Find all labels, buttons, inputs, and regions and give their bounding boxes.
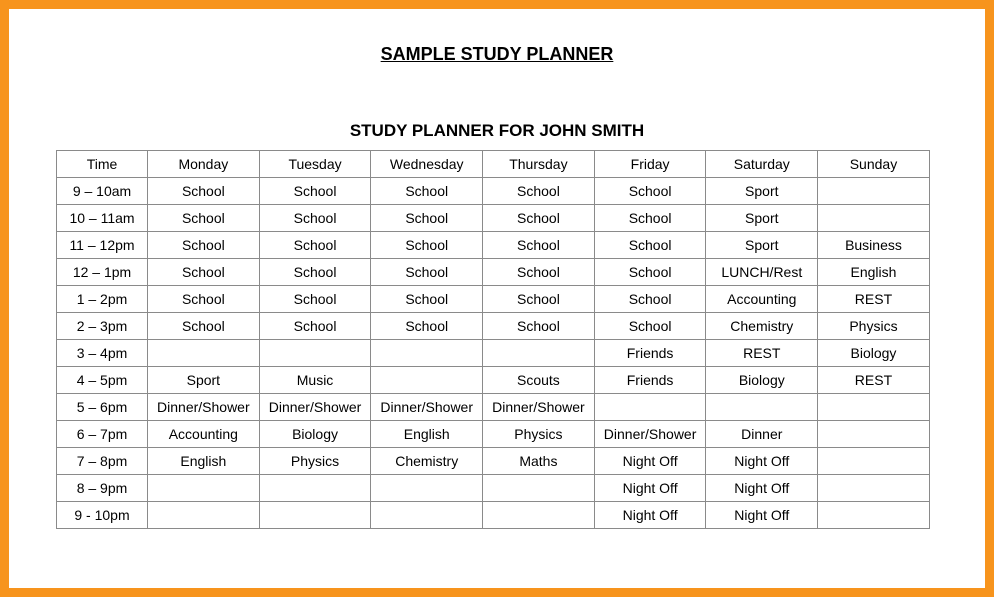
cell-thursday: School (483, 178, 595, 205)
header-wednesday: Wednesday (371, 151, 483, 178)
table-row (57, 475, 930, 502)
cell-thursday (483, 502, 595, 529)
table-row (57, 448, 930, 475)
document-title: SAMPLE STUDY PLANNER (380, 44, 614, 64)
cell-thursday: Physics (483, 421, 595, 448)
cell-friday: School (594, 259, 706, 286)
table-row (57, 178, 930, 205)
cell-friday: School (594, 205, 706, 232)
cell-sunday: Business (818, 232, 930, 259)
cell-sunday: Biology (818, 340, 930, 367)
cell-tuesday: Biology (259, 421, 371, 448)
cell-sunday (818, 421, 930, 448)
cell-wednesday: Dinner/Shower (371, 394, 483, 421)
cell-friday: Night Off (594, 448, 706, 475)
cell-monday (148, 502, 260, 529)
cell-sunday (818, 178, 930, 205)
time-slot-cell: 9 – 10am (57, 178, 148, 205)
cell-tuesday: School (259, 259, 371, 286)
cell-wednesday (371, 367, 483, 394)
table-row (57, 259, 930, 286)
cell-thursday: Dinner/Shower (483, 394, 595, 421)
cell-tuesday: School (259, 232, 371, 259)
cell-wednesday (371, 340, 483, 367)
cell-wednesday: School (371, 313, 483, 340)
cell-saturday: Night Off (706, 475, 818, 502)
cell-monday: Accounting (148, 421, 260, 448)
cell-friday: School (594, 313, 706, 340)
cell-wednesday: School (371, 205, 483, 232)
table-row (57, 286, 930, 313)
table-row (57, 313, 930, 340)
header-friday: Friday (594, 151, 706, 178)
header-sunday: Sunday (818, 151, 930, 178)
cell-thursday: School (483, 313, 595, 340)
cell-thursday: School (483, 232, 595, 259)
cell-saturday: Sport (706, 232, 818, 259)
time-slot-cell: 7 – 8pm (57, 448, 148, 475)
time-slot-cell: 5 – 6pm (57, 394, 148, 421)
cell-thursday: School (483, 259, 595, 286)
cell-wednesday: School (371, 232, 483, 259)
cell-wednesday: School (371, 259, 483, 286)
cell-wednesday: English (371, 421, 483, 448)
planner-subtitle: STUDY PLANNER FOR JOHN SMITH (349, 121, 645, 140)
time-slot-cell: 6 – 7pm (57, 421, 148, 448)
cell-tuesday: School (259, 178, 371, 205)
table-row (57, 340, 930, 367)
cell-sunday (818, 394, 930, 421)
cell-friday: Night Off (594, 475, 706, 502)
cell-monday (148, 340, 260, 367)
planner-body (57, 178, 930, 529)
cell-saturday: Night Off (706, 502, 818, 529)
cell-saturday: Sport (706, 205, 818, 232)
cell-monday: School (148, 286, 260, 313)
cell-thursday: Maths (483, 448, 595, 475)
cell-sunday (818, 475, 930, 502)
cell-saturday: REST (706, 340, 818, 367)
cell-thursday (483, 340, 595, 367)
cell-saturday (706, 394, 818, 421)
time-slot-cell: 10 – 11am (57, 205, 148, 232)
cell-friday: Dinner/Shower (594, 421, 706, 448)
table-row (57, 421, 930, 448)
time-slot-cell: 12 – 1pm (57, 259, 148, 286)
cell-tuesday: School (259, 205, 371, 232)
time-slot-cell: 11 – 12pm (57, 232, 148, 259)
cell-monday: School (148, 232, 260, 259)
cell-saturday: Sport (706, 178, 818, 205)
header-row (57, 151, 930, 178)
cell-tuesday: Dinner/Shower (259, 394, 371, 421)
cell-tuesday (259, 502, 371, 529)
cell-saturday: Chemistry (706, 313, 818, 340)
table-row (57, 394, 930, 421)
cell-friday: Night Off (594, 502, 706, 529)
table-row (57, 205, 930, 232)
header-tuesday: Tuesday (259, 151, 371, 178)
cell-wednesday: School (371, 178, 483, 205)
cell-thursday (483, 475, 595, 502)
cell-sunday (818, 502, 930, 529)
cell-thursday: Scouts (483, 367, 595, 394)
cell-friday: Friends (594, 367, 706, 394)
cell-sunday: English (818, 259, 930, 286)
time-slot-cell: 8 – 9pm (57, 475, 148, 502)
study-planner-table (56, 150, 930, 529)
header-thursday: Thursday (483, 151, 595, 178)
cell-saturday: Night Off (706, 448, 818, 475)
cell-wednesday (371, 502, 483, 529)
cell-saturday: LUNCH/Rest (706, 259, 818, 286)
table-row (57, 232, 930, 259)
cell-monday: School (148, 313, 260, 340)
time-slot-cell: 2 – 3pm (57, 313, 148, 340)
cell-saturday: Dinner (706, 421, 818, 448)
table-row (57, 367, 930, 394)
header-monday: Monday (148, 151, 260, 178)
cell-friday (594, 394, 706, 421)
cell-wednesday: School (371, 286, 483, 313)
table-row (57, 502, 930, 529)
cell-wednesday: Chemistry (371, 448, 483, 475)
cell-sunday: REST (818, 286, 930, 313)
cell-monday: School (148, 259, 260, 286)
header-saturday: Saturday (706, 151, 818, 178)
cell-friday: School (594, 178, 706, 205)
cell-monday: Dinner/Shower (148, 394, 260, 421)
cell-monday (148, 475, 260, 502)
cell-sunday (818, 205, 930, 232)
cell-friday: School (594, 232, 706, 259)
cell-monday: School (148, 178, 260, 205)
cell-tuesday: School (259, 286, 371, 313)
cell-monday: English (148, 448, 260, 475)
cell-sunday: Physics (818, 313, 930, 340)
time-slot-cell: 9 - 10pm (57, 502, 148, 529)
cell-saturday: Accounting (706, 286, 818, 313)
header-time: Time (57, 151, 148, 178)
time-slot-cell: 3 – 4pm (57, 340, 148, 367)
cell-friday: School (594, 286, 706, 313)
cell-monday: School (148, 205, 260, 232)
cell-tuesday: School (259, 313, 371, 340)
cell-tuesday: Music (259, 367, 371, 394)
cell-thursday: School (483, 205, 595, 232)
time-slot-cell: 1 – 2pm (57, 286, 148, 313)
cell-saturday: Biology (706, 367, 818, 394)
cell-monday: Sport (148, 367, 260, 394)
time-slot-cell: 4 – 5pm (57, 367, 148, 394)
cell-sunday: REST (818, 367, 930, 394)
cell-wednesday (371, 475, 483, 502)
cell-tuesday (259, 475, 371, 502)
cell-tuesday: Physics (259, 448, 371, 475)
cell-thursday: School (483, 286, 595, 313)
cell-sunday (818, 448, 930, 475)
cell-friday: Friends (594, 340, 706, 367)
cell-tuesday (259, 340, 371, 367)
